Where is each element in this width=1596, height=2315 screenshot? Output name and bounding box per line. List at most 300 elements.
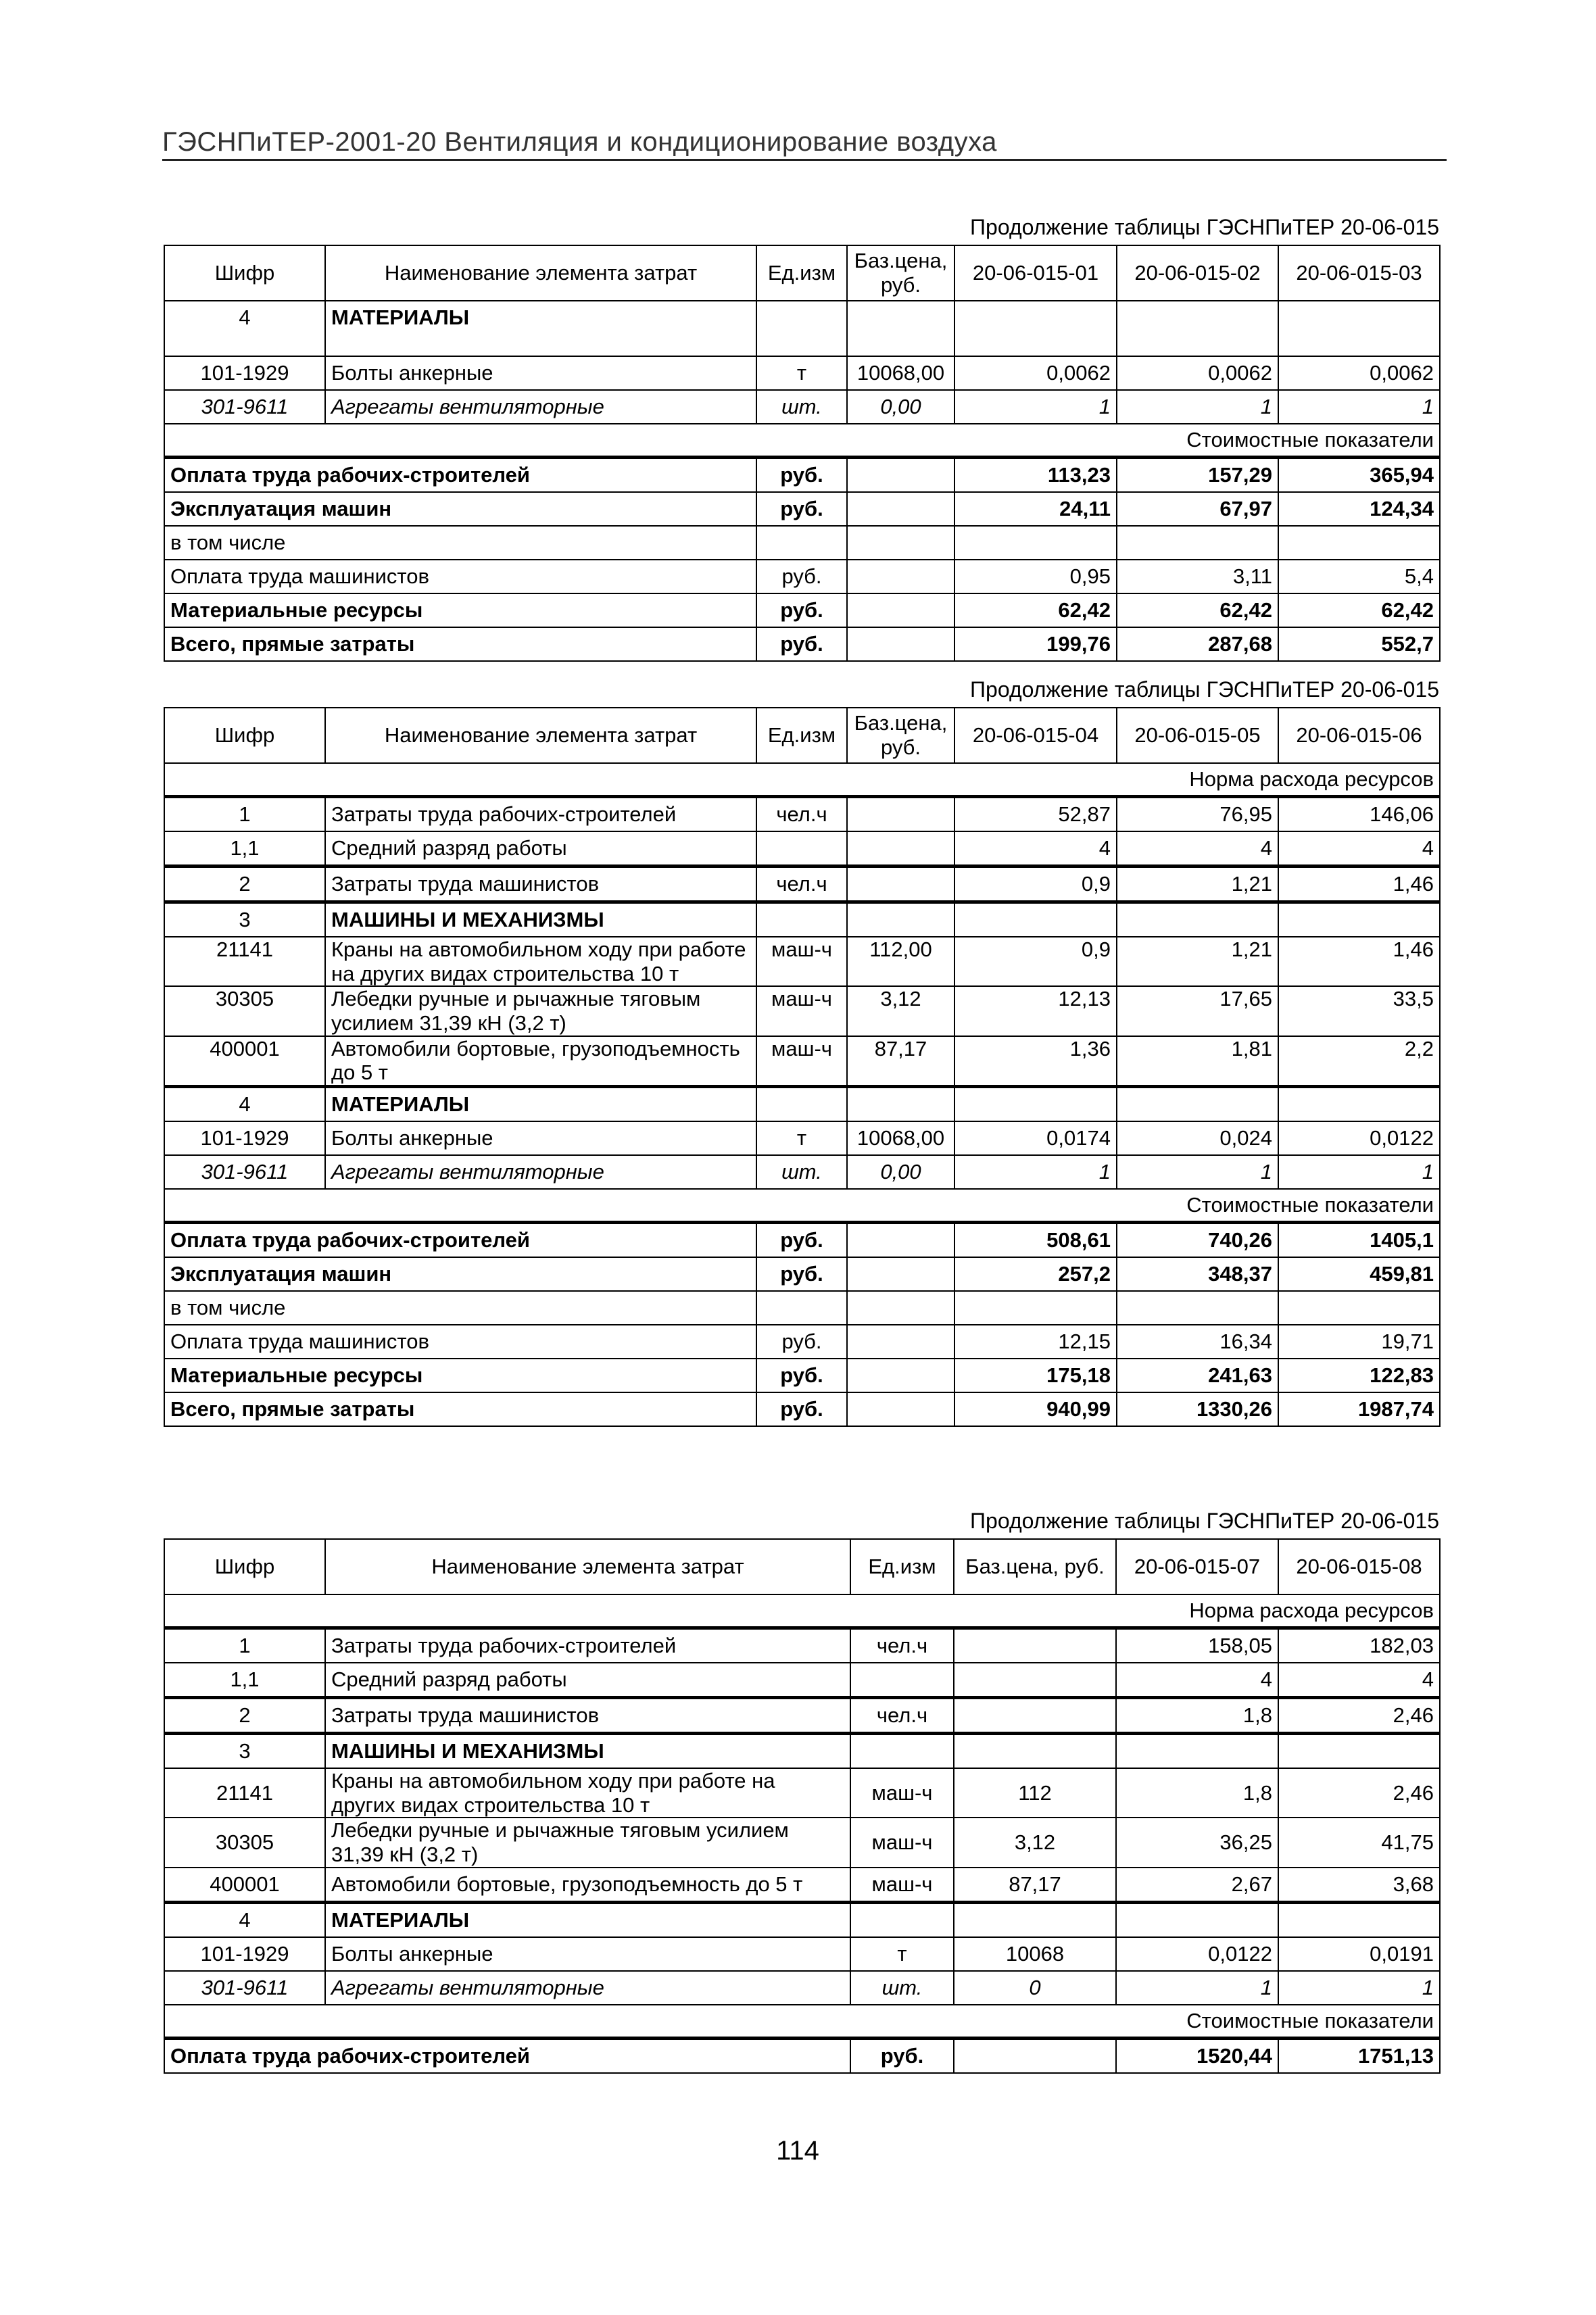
table-cell: 0,00 (847, 1155, 954, 1189)
table-cell: 0,0062 (1117, 356, 1278, 390)
page-header: ГЭСНПиТЕР-2001-20 Вентиляция и кондиционирование воздуха (162, 127, 1447, 161)
table-cell (1117, 1086, 1278, 1121)
table-cell: 0,9 (954, 867, 1117, 902)
col-header-name: Наименование элемента затрат (325, 245, 756, 301)
row-code: 4 (164, 301, 325, 334)
table-cell (847, 1359, 954, 1392)
table-cell: 1,21 (1117, 937, 1278, 986)
table-cell (325, 334, 756, 356)
table-cell: 940,99 (954, 1392, 1117, 1426)
table-row (164, 1155, 1440, 1189)
table-cell: 0,024 (1117, 1121, 1278, 1155)
table-cell: Агрегаты вентиляторные (325, 1155, 756, 1189)
table-cell: 0,0122 (1278, 1121, 1440, 1155)
table-cell: 1751,13 (1278, 2038, 1440, 2073)
table-cell: 1 (1278, 390, 1440, 424)
table-cell: 0,0062 (1278, 356, 1440, 390)
table-cell (954, 334, 1117, 356)
table-cell: Оплата труда рабочих-строителей (164, 458, 756, 493)
cost-row (164, 1392, 1440, 1426)
table-cell: 146,06 (1278, 797, 1440, 832)
table-cell: Болты анкерные (325, 356, 756, 390)
table-cell: 52,87 (954, 797, 1117, 832)
table-cell: 0,0122 (1116, 1937, 1278, 1971)
table-cell: Материальные ресурсы (164, 593, 756, 627)
table-cell: Всего, прямые затраты (164, 1392, 756, 1426)
table-row (164, 902, 1440, 937)
table-cell (954, 2038, 1116, 2073)
table-cell: руб. (756, 627, 847, 661)
table-row (164, 867, 1440, 902)
cost-row (164, 2038, 1440, 2073)
table-cell: 101-1929 (164, 1121, 325, 1155)
table-cell (847, 902, 954, 937)
table-cell: 3,12 (954, 1818, 1116, 1867)
table-cell: 20-06-015-08 (1278, 1539, 1440, 1594)
table-cell: 76,95 (1117, 797, 1278, 832)
cost-section-title: Стоимостные показатели (164, 2005, 1440, 2039)
table-cell: 4 (1278, 831, 1440, 867)
table-cell: 1 (1117, 1155, 1278, 1189)
table-cell (954, 1628, 1116, 1663)
table-cell: 1 (954, 1155, 1117, 1189)
table-cell: руб. (756, 492, 847, 526)
table-cell: 508,61 (954, 1222, 1117, 1257)
section-title: МАТЕРИАЛЫ (325, 301, 756, 334)
table-cell: 2,2 (1278, 1036, 1440, 1087)
table-cell: 10068,00 (847, 1121, 954, 1155)
table-cell: 101-1929 (164, 356, 325, 390)
table-cell: руб. (756, 1392, 847, 1426)
table-row (164, 1818, 1440, 1867)
table-cell: чел.ч (756, 867, 847, 902)
table-cell (847, 1392, 954, 1426)
table-cell: 41,75 (1278, 1818, 1440, 1867)
table-cell: 257,2 (954, 1257, 1117, 1291)
table-cell: 241,63 (1117, 1359, 1278, 1392)
table-cell (1117, 334, 1278, 356)
table-cell: руб. (756, 1325, 847, 1359)
table-cell: 2 (164, 867, 325, 902)
cost-row (164, 458, 1440, 493)
table-cell: 1405,1 (1278, 1222, 1440, 1257)
cost-row (164, 560, 1440, 593)
table-cell (847, 1325, 954, 1359)
cost-row (164, 492, 1440, 526)
table-cell: Наименование элемента затрат (325, 708, 756, 763)
table-cell: 12,15 (954, 1325, 1117, 1359)
table-cell: 112 (954, 1768, 1116, 1818)
table-cell: Затраты труда рабочих-строителей (325, 797, 756, 832)
table-cell: 0 (954, 1971, 1116, 2005)
table-row (164, 831, 1440, 867)
table-cell: 124,34 (1278, 492, 1440, 526)
table-cell: 24,11 (954, 492, 1117, 526)
cost-row (164, 593, 1440, 627)
table-cell: 113,23 (954, 458, 1117, 493)
table-cell: т (756, 356, 847, 390)
table-cell: Лебедки ручные и рычажные тяговым усилием 31,39 кН (3,2 т) (325, 1818, 850, 1867)
table-cell: Ед.изм (850, 1539, 954, 1594)
table-cell (756, 301, 847, 334)
table-row (164, 1698, 1440, 1734)
table-cell: 1520,44 (1116, 2038, 1278, 2073)
table-cell: 1,36 (954, 1036, 1117, 1087)
cost-row (164, 1222, 1440, 1257)
table-cell (954, 1698, 1116, 1734)
table-cell (756, 1086, 847, 1121)
table-cell: 1,8 (1116, 1768, 1278, 1818)
table-cell (756, 1291, 847, 1325)
table-cell: Затраты труда машинистов (325, 1698, 850, 1734)
table-cell: Оплата труда машинистов (164, 1325, 756, 1359)
table-cell: Болты анкерные (325, 1121, 756, 1155)
table-cell: 1330,26 (1117, 1392, 1278, 1426)
table-cell: 30305 (164, 1818, 325, 1867)
norm-section-title: Норма расхода ресурсов (164, 763, 1440, 797)
cost-row (164, 627, 1440, 661)
table-cell: Оплата труда рабочих-строителей (164, 2038, 850, 2073)
table-cell (1278, 1086, 1440, 1121)
table-cell: 400001 (164, 1868, 325, 1903)
table-cell: 1 (1116, 1971, 1278, 2005)
table-cell: 1,46 (1278, 867, 1440, 902)
table-cell (847, 1086, 954, 1121)
table-cell: 400001 (164, 1036, 325, 1087)
table-cell: МАШИНЫ И МЕХАНИЗМЫ (325, 902, 756, 937)
table-row (164, 1868, 1440, 1903)
table-cell: Агрегаты вентиляторные (325, 1971, 850, 2005)
table-cell: МАТЕРИАЛЫ (325, 1902, 850, 1937)
table-cell: 0,0174 (954, 1121, 1117, 1155)
table-cell (1116, 1902, 1278, 1937)
table-cell: 365,94 (1278, 458, 1440, 493)
table-row (164, 1971, 1440, 2005)
table-cell: Затраты труда машинистов (325, 867, 756, 902)
table-cell (1278, 1291, 1440, 1325)
table-cell: Средний разряд работы (325, 1663, 850, 1698)
table-cell: 301-9611 (164, 1971, 325, 2005)
col-header-code-03: 20-06-015-03 (1278, 245, 1440, 301)
cost-section-title: Стоимостные показатели (164, 1189, 1440, 1223)
table-cell: 287,68 (1117, 627, 1278, 661)
table-cell (1278, 301, 1440, 334)
table-cell: 16,34 (1117, 1325, 1278, 1359)
table-cell: Эксплуатация машин (164, 1257, 756, 1291)
table-cell: 1 (164, 797, 325, 832)
table-cell: Баз.цена, руб. (847, 708, 954, 763)
cost-row (164, 1257, 1440, 1291)
table-cell (1117, 1291, 1278, 1325)
table-cell: 301-9611 (164, 1155, 325, 1189)
table-cell: 0,00 (847, 390, 954, 424)
table-row (164, 356, 1440, 390)
table-row (164, 1086, 1440, 1121)
table-cell (1278, 526, 1440, 560)
page-number: 114 (776, 2136, 819, 2166)
table-cell: 348,37 (1117, 1257, 1278, 1291)
resource-table-2 (164, 707, 1441, 1427)
table-cell: 182,03 (1278, 1628, 1440, 1663)
table-cell: руб. (756, 1359, 847, 1392)
table-row (164, 986, 1440, 1035)
col-header-code-02: 20-06-015-02 (1117, 245, 1278, 301)
table-cell: 740,26 (1117, 1222, 1278, 1257)
table-cell (756, 831, 847, 867)
table-cell: 1,46 (1278, 937, 1440, 986)
table-cell: 1987,74 (1278, 1392, 1440, 1426)
table-cell (954, 526, 1117, 560)
cost-row (164, 1359, 1440, 1392)
table-cell: Автомобили бортовые, грузоподъемность до 5 т (325, 1868, 850, 1903)
table-cell: 0,95 (954, 560, 1117, 593)
table-cell (847, 560, 954, 593)
table-cell: 157,29 (1117, 458, 1278, 493)
table-cell: Лебедки ручные и рычажные тяговым усилием 31,39 кН (3,2 т) (325, 986, 756, 1035)
table-cell: 158,05 (1116, 1628, 1278, 1663)
table-cell: Краны на автомобильном ходу при работе на других видах строительства 10 т (325, 1768, 850, 1818)
table-cell (1278, 902, 1440, 937)
table-cell (850, 1734, 954, 1769)
table-cell: чел.ч (756, 797, 847, 832)
table-cell: Средний разряд работы (325, 831, 756, 867)
table-cell (756, 334, 847, 356)
table-cell: 4 (1116, 1663, 1278, 1698)
table-cell (847, 492, 954, 526)
table-cell: 1,81 (1117, 1036, 1278, 1087)
table-cell (1116, 1734, 1278, 1769)
table-cell (756, 526, 847, 560)
table-cell: Оплата труда машинистов (164, 560, 756, 593)
table-cell (1278, 1734, 1440, 1769)
table-cell: 2,46 (1278, 1698, 1440, 1734)
table-cell: в том числе (164, 1291, 756, 1325)
table-cell: 101-1929 (164, 1937, 325, 1971)
table-cell: 301-9611 (164, 390, 325, 424)
table-cell: 67,97 (1117, 492, 1278, 526)
table-cell: Эксплуатация машин (164, 492, 756, 526)
table-row (164, 797, 1440, 832)
cost-row (164, 526, 1440, 560)
table-cell (1117, 526, 1278, 560)
resource-table-1 (164, 245, 1441, 662)
table-cell (1117, 902, 1278, 937)
table-cell: 1,8 (1116, 1698, 1278, 1734)
table-cell: 199,76 (954, 627, 1117, 661)
table-cell: 1,1 (164, 1663, 325, 1698)
table-cell: 2 (164, 1698, 325, 1734)
table-cell: руб. (756, 458, 847, 493)
table-cell: Затраты труда рабочих-строителей (325, 1628, 850, 1663)
table-cell (850, 1663, 954, 1698)
table-cell: чел.ч (850, 1628, 954, 1663)
table-cell: руб. (756, 1257, 847, 1291)
table-row (164, 1734, 1440, 1769)
table-cell: шт. (756, 1155, 847, 1189)
table-cell: т (850, 1937, 954, 1971)
table-cell: 33,5 (1278, 986, 1440, 1035)
table-cell: Краны на автомобильном ходу при работе на других видах строительства 10 т (325, 937, 756, 986)
table-cell: 1,1 (164, 831, 325, 867)
table-cell: в том числе (164, 526, 756, 560)
table-cell: 5,4 (1278, 560, 1440, 593)
table-cell: 4 (1278, 1663, 1440, 1698)
table-cell (954, 301, 1117, 334)
table-cell: 122,83 (1278, 1359, 1440, 1392)
table-cell: 3,11 (1117, 560, 1278, 593)
table-cell: маш-ч (756, 986, 847, 1035)
table-cell (850, 1902, 954, 1937)
col-header-unit: Ед.изм (756, 245, 847, 301)
table-cell: шт. (756, 390, 847, 424)
table-cell: 175,18 (954, 1359, 1117, 1392)
col-header-price: Баз.цена, руб. (847, 245, 954, 301)
table-cell: 2,46 (1278, 1768, 1440, 1818)
table-cell: Шифр (164, 1539, 325, 1594)
table-cell (1117, 301, 1278, 334)
cost-row (164, 1291, 1440, 1325)
table-cell: маш-ч (850, 1868, 954, 1903)
table-cell (847, 458, 954, 493)
table-cell: 1 (164, 1628, 325, 1663)
table-cell: 0,9 (954, 937, 1117, 986)
table-cell: Автомобили бортовые, грузоподъемность до 5 т (325, 1036, 756, 1087)
table-cell: руб. (756, 1222, 847, 1257)
table-cell: 20-06-015-04 (954, 708, 1117, 763)
table-row (164, 1663, 1440, 1698)
table-cell (954, 1291, 1117, 1325)
table-cell: Всего, прямые затраты (164, 627, 756, 661)
table-row (164, 1937, 1440, 1971)
table-cell: маш-ч (756, 937, 847, 986)
table-cell: 62,42 (1117, 593, 1278, 627)
table-cell (1278, 334, 1440, 356)
table-cell: 87,17 (847, 1036, 954, 1087)
table-cell (954, 1734, 1116, 1769)
table-cell (954, 1086, 1117, 1121)
col-header-code-01: 20-06-015-01 (954, 245, 1117, 301)
table-row (164, 1768, 1440, 1818)
table-cell: маш-ч (756, 1036, 847, 1087)
table-cell: 1,21 (1117, 867, 1278, 902)
table-cell: 21141 (164, 937, 325, 986)
table-cell: руб. (756, 593, 847, 627)
table-cell: т (756, 1121, 847, 1155)
table-cell: 20-06-015-07 (1116, 1539, 1278, 1594)
resource-table-3 (164, 1538, 1441, 2074)
table-caption: Продолжение таблицы ГЭСНПиТЕР 20-06-015 (970, 215, 1439, 239)
table-cell: чел.ч (850, 1698, 954, 1734)
table-cell: 552,7 (1278, 627, 1440, 661)
table-cell: руб. (756, 560, 847, 593)
table-cell: 0,0191 (1278, 1937, 1440, 1971)
table-cell: 87,17 (954, 1868, 1116, 1903)
table-cell: Наименование элемента затрат (325, 1539, 850, 1594)
table-cell (954, 902, 1117, 937)
table-cell: 0,0062 (954, 356, 1117, 390)
table-cell (847, 797, 954, 832)
table-cell (847, 831, 954, 867)
table-cell (847, 1222, 954, 1257)
table-cell: руб. (850, 2038, 954, 2073)
table-cell (847, 1257, 954, 1291)
table-cell: 4 (164, 1086, 325, 1121)
col-header-code: Шифр (164, 245, 325, 301)
table-cell: Ед.изм (756, 708, 847, 763)
table-cell (954, 1663, 1116, 1698)
table-cell: 112,00 (847, 937, 954, 986)
table-cell (164, 334, 325, 356)
table-cell: Оплата труда рабочих-строителей (164, 1222, 756, 1257)
table-caption: Продолжение таблицы ГЭСНПиТЕР 20-06-015 (970, 1509, 1439, 1533)
table-cell: 1 (1278, 1971, 1440, 2005)
table-cell (847, 867, 954, 902)
table-cell: шт. (850, 1971, 954, 2005)
table-cell: 36,25 (1116, 1818, 1278, 1867)
cost-section-title: Стоимостные показатели (164, 424, 1440, 458)
table-cell: 4 (954, 831, 1117, 867)
table-row (164, 1628, 1440, 1663)
table-cell (847, 334, 954, 356)
table-cell: 20-06-015-05 (1117, 708, 1278, 763)
cost-row (164, 1325, 1440, 1359)
norm-section-title: Норма расхода ресурсов (164, 1594, 1440, 1628)
table-cell: 20-06-015-06 (1278, 708, 1440, 763)
table-cell: 3 (164, 1734, 325, 1769)
table-cell: 10068 (954, 1937, 1116, 1971)
table-caption: Продолжение таблицы ГЭСНПиТЕР 20-06-015 (970, 677, 1439, 702)
table-row (164, 1036, 1440, 1087)
table-cell: Шифр (164, 708, 325, 763)
table-cell (847, 526, 954, 560)
table-cell: Болты анкерные (325, 1937, 850, 1971)
table-cell: 19,71 (1278, 1325, 1440, 1359)
table-cell: 12,13 (954, 986, 1117, 1035)
table-cell (847, 593, 954, 627)
table-cell: 62,42 (954, 593, 1117, 627)
table-cell: 1 (1117, 390, 1278, 424)
table-cell: 21141 (164, 1768, 325, 1818)
table-cell: 2,67 (1116, 1868, 1278, 1903)
table-cell (847, 627, 954, 661)
table-cell: 30305 (164, 986, 325, 1035)
table-row (164, 1121, 1440, 1155)
table-cell (1278, 1902, 1440, 1937)
table-cell: маш-ч (850, 1768, 954, 1818)
table-cell (847, 1291, 954, 1325)
table-cell: 459,81 (1278, 1257, 1440, 1291)
table-cell: 3,68 (1278, 1868, 1440, 1903)
table-cell: 3 (164, 902, 325, 937)
table-cell: 4 (1117, 831, 1278, 867)
table-cell: 3,12 (847, 986, 954, 1035)
table-cell: 1 (954, 390, 1117, 424)
table-cell: Агрегаты вентиляторные (325, 390, 756, 424)
table-cell: 17,65 (1117, 986, 1278, 1035)
table-cell: МАШИНЫ И МЕХАНИЗМЫ (325, 1734, 850, 1769)
table-cell (756, 902, 847, 937)
table-cell: Баз.цена, руб. (954, 1539, 1116, 1594)
table-cell (954, 1902, 1116, 1937)
table-row (164, 1902, 1440, 1937)
table-cell: 10068,00 (847, 356, 954, 390)
table-row (164, 390, 1440, 424)
table-cell: маш-ч (850, 1818, 954, 1867)
table-cell: 4 (164, 1902, 325, 1937)
table-cell (847, 301, 954, 334)
table-row (164, 937, 1440, 986)
table-cell: Материальные ресурсы (164, 1359, 756, 1392)
